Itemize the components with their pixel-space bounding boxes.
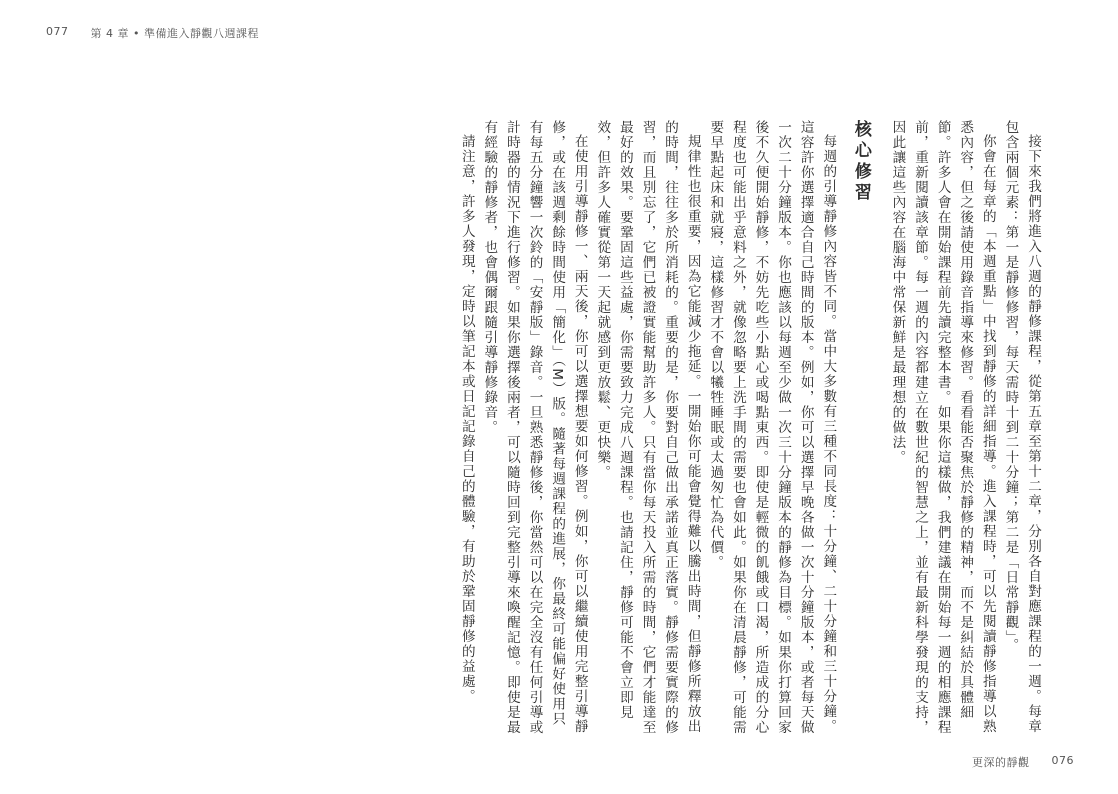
paragraph-intro: 接下來我們將進入八週的靜修課程，從第五章至第十二章，分別各自對應課程的一週。每章包含兩個元素：第一是靜修修習，每天需時十到二十分鐘；第二是「日常靜觀」。: [1002, 120, 1041, 734]
running-header: [46, 25, 259, 41]
chapter-title: 第 4 章 • 準備進入靜觀八週課程: [90, 27, 259, 40]
page-number-left: 077: [46, 25, 69, 38]
paragraph-using-guidance: 在使用引導靜修一、兩天後，你可以選擇想要如何修習。例如，你可以繼續使用完整引導靜修，或在該週剩餘時間使用「簡化」（M）版。隨著每週課程的進展，你最終可能偏好使用只有每五分鐘響一次鈴的「安靜版」錄音。一旦熟悉靜修後，你當然可以在完全沒有任何引導或計時器的情況下進行修習。如果你選擇後兩者，可以隨時回到完整引導來喚醒記憶。即使是最有經驗的靜修者，也會偶爾跟隨引導靜修錄音。: [481, 120, 588, 735]
section-heading: 核心修習: [850, 120, 871, 204]
page-number-right: 076: [1051, 754, 1074, 767]
paragraph-regularity: 規律性也很重要，因為它能減少拖延。一開始你可能會覺得難以騰出時間，但靜修所釋放出的時間，往往多於所消耗的。重要的是，你要對自己做出承諾並真正落實。靜修需要實際的修習，而且別忘了，它們已被證實能幫助許多人。只有當你每天投入所需的時間，它們才能達至最好的效果。要鞏固這些益處，你需要致力完成八週課程。也請記住，靜修可能不會立即見效，但許多人確實從第一天起就感到更放鬆、更快樂。: [594, 120, 701, 735]
paragraph-guidance: 你會在每章的「本週重點」中找到靜修的詳細指導。進入課程時，可以先閱讀靜修指導以熟悉內容，但之後請使用錄音指導來修習。看看能否聚焦於靜修的精神，而不是糾結於具體細節。許多人會在開始課程前先讀完整本書。如果你這樣做，我們建議在開始每一週的相應課程前，重新閱讀該章節。每一週的內容都建立在數世紀的智慧之上，並有最新科學發現的支持，因此讓這些內容在腦海中常保新鮮是最理想的做法。: [889, 120, 996, 735]
book-title: 更深的靜觀: [972, 756, 1030, 769]
paragraph-journal: 請注意，許多人發現，定時以筆記本或日記記錄自己的體驗，有助於鞏固靜修的益處。: [458, 133, 475, 704]
paragraph-core-practice: 每週的引導靜修內容皆不同。當中大多數有三種不同長度：十分鐘、二十分鐘和三十分鐘。這容許你選擇適合自己時間的版本。例如，你可以選擇早晚各做一次十分鐘版本，或者每天做一次二十分鐘版本。你也應該以每週至少做一次三十分鐘版本的靜修為目標。如果你打算回家後不久便開始靜修，不妨先吃些小點心或喝點東西。即使是輕微的飢餓或口渴，所造成的分心程度也可能出乎意料之外，就像忽略要上洗手間的需要也會如此。如果你在清晨靜修，可能需要早點起床和就寢，這樣修習才不會以犧牲睡眠或太過匆忙為代價。: [707, 120, 837, 735]
vertical-text-body: [62, 120, 1044, 740]
running-footer: [972, 754, 1074, 770]
